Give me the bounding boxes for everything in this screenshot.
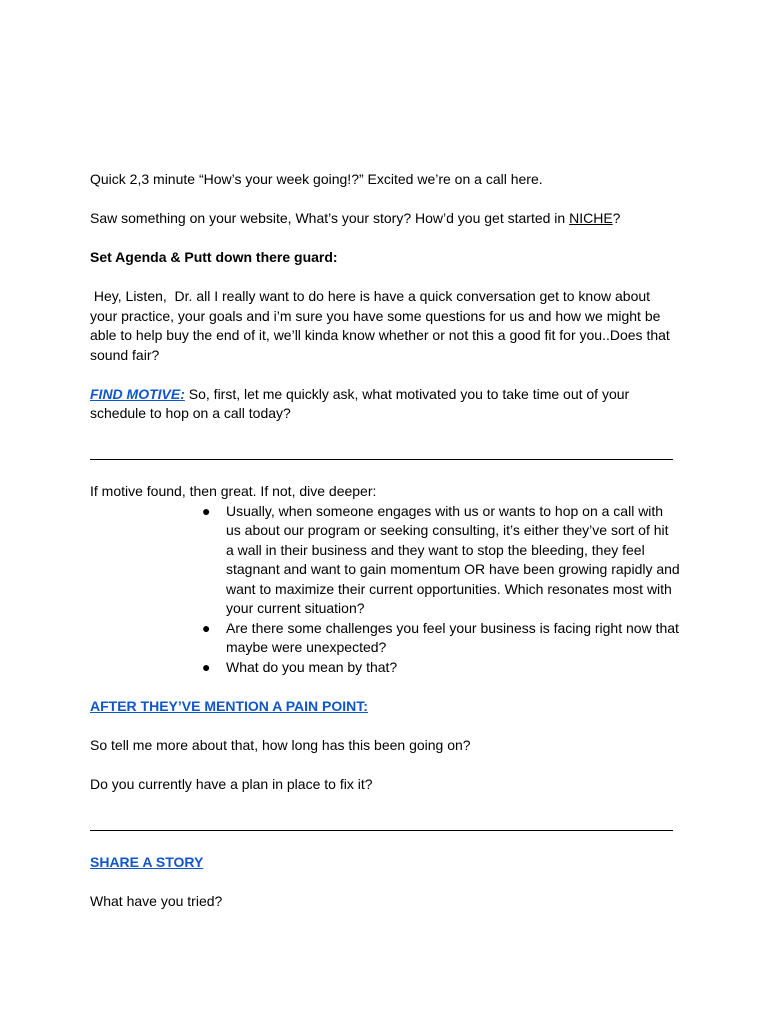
story-question-text: Saw something on your website, What’s your story? How’d you get started in bbox=[90, 210, 570, 226]
share-story-heading[interactable]: SHARE A STORY bbox=[90, 853, 204, 870]
list-item bbox=[90, 658, 680, 678]
find-motive-paragraph bbox=[90, 385, 680, 424]
document-body bbox=[90, 170, 680, 931]
find-motive-body: So, first, let me quickly ask, what motivated you to take time out of your schedule to hop on a call today? bbox=[90, 385, 630, 421]
horizontal-rule bbox=[90, 830, 673, 831]
story-question-end: ? bbox=[612, 210, 621, 226]
pain-question-1: So tell me more about that, how long has this been going on? bbox=[90, 736, 471, 753]
pain-question-2: Do you currently have a plan in place to fix it? bbox=[90, 775, 373, 792]
list-item-text: Are there some challenges you feel your business is facing right now that maybe were unexpected? bbox=[226, 619, 679, 655]
divider-2 bbox=[90, 814, 680, 834]
divider-1 bbox=[90, 443, 680, 463]
story-tried-question: What have you tried? bbox=[90, 892, 223, 909]
motive-intro: If motive found, then great. If not, dive deeper: bbox=[90, 483, 377, 499]
agenda-body: Hey, Listen, Dr. all I really want to do here is have a quick conversation get to know about your practice, your goals and i’m sure you have some questions for us and how we might be able to help buy the end of it, we’ll kinda know whether or not this a good fit for you..Does that sound fair? bbox=[90, 288, 674, 363]
story-question bbox=[90, 209, 680, 229]
list-item-text: What do you mean by that? bbox=[226, 658, 398, 675]
list-item bbox=[90, 619, 680, 658]
bullet-icon: ● bbox=[202, 502, 211, 519]
opening-line: Quick 2,3 minute “How’s your week going!?” Excited we’re on a call here. bbox=[90, 171, 543, 187]
niche-placeholder: NICHE bbox=[569, 210, 613, 226]
agenda-heading: Set Agenda & Putt down there guard: bbox=[90, 249, 338, 265]
list-item bbox=[90, 502, 680, 619]
horizontal-rule bbox=[90, 459, 673, 460]
bullet-icon: ● bbox=[202, 619, 211, 636]
list-item-text: Usually, when someone engages with us or wants to hop on a call with us about our program or seeking consulting, it’s either they’ve sort of hit a wall in their business and they want to stop the bleeding, they feel stagnant and want to gain momentum OR have been growing rapidly and want to maximize their current opportunities. Which resonates most with your current situation? bbox=[226, 502, 680, 616]
find-motive-link[interactable]: FIND MOTIVE: bbox=[90, 385, 185, 402]
bullet-icon: ● bbox=[202, 658, 211, 675]
pain-point-heading[interactable]: AFTER THEY’VE MENTION A PAIN POINT: bbox=[90, 697, 368, 714]
probe-bullet-list bbox=[90, 502, 680, 678]
